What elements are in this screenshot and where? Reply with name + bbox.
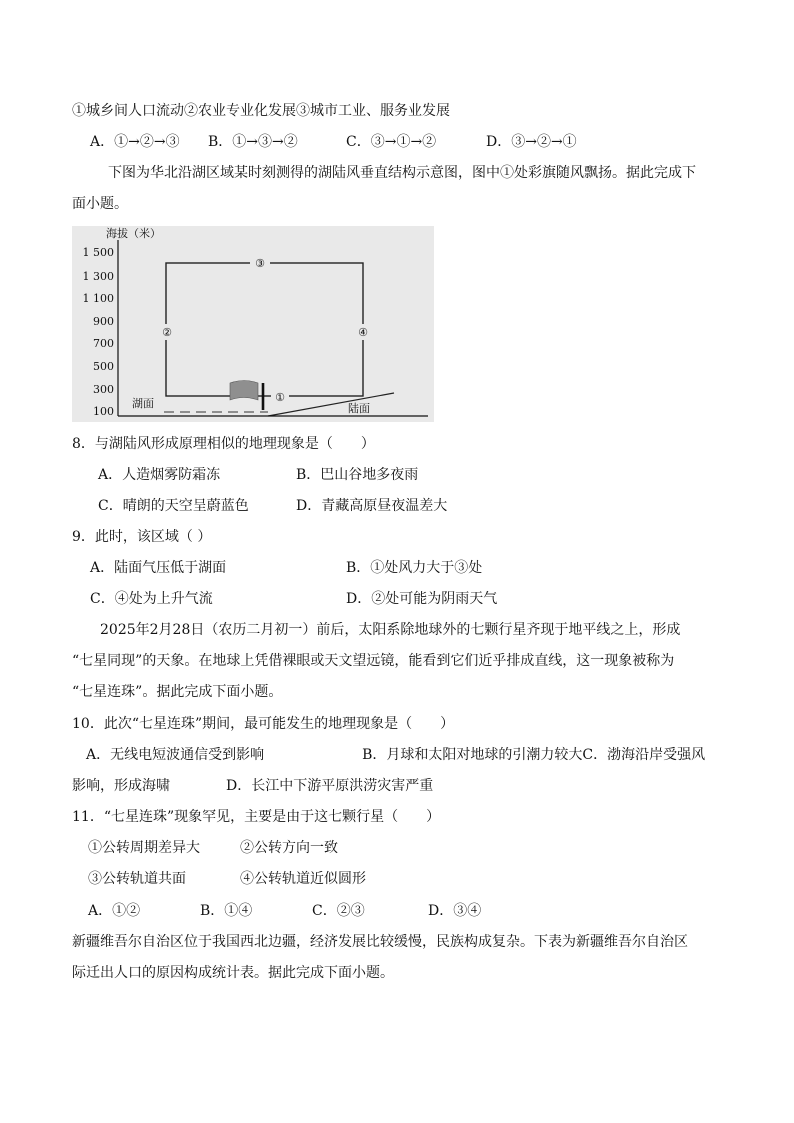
q8-option-d: D．青藏高原昼夜温差大 — [296, 498, 448, 514]
q8-stem: 8．与湖陆风形成原理相似的地理现象是（ ） — [72, 436, 375, 452]
y-tick: 900 — [93, 315, 114, 328]
marker-2: ② — [162, 326, 172, 339]
y-axis-label: 海拔（米） — [106, 227, 161, 240]
q11-item-3: ③公转轨道共面 — [88, 871, 186, 887]
passage2-line1: 2025年2月28日（农历二月初一）前后，太阳系除地球外的七颗行星齐现于地平线之上，形成 — [100, 622, 681, 638]
q11-item-2: ②公转方向一致 — [240, 840, 338, 856]
passage3-line2: 际迁出人口的原因构成统计表。据此完成下面小题。 — [72, 965, 394, 981]
q8-option-a: A．人造烟雾防霜冻 — [98, 467, 221, 483]
q8-option-c: C．晴朗的天空呈蔚蓝色 — [98, 498, 249, 514]
y-tick: 700 — [93, 337, 114, 350]
y-tick: 1 500 — [82, 246, 114, 259]
factor-list: ①城乡间人口流动②农业专业化发展③城市工业、服务业发展 — [72, 103, 450, 119]
q9-option-d: D．②处可能为阴雨天气 — [346, 591, 498, 607]
land-label: 陆面 — [348, 402, 370, 415]
y-tick-labels — [83, 246, 115, 418]
passage3-line1: 新疆维吾尔自治区位于我国西北边疆，经济发展比较缓慢，民族构成复杂。下表为新疆维吾尔自治区 — [72, 934, 688, 950]
q11-item-4: ④公转轨道近似圆形 — [240, 871, 366, 887]
y-tick: 500 — [93, 360, 114, 373]
q11-option-c: C．②③ — [312, 903, 365, 919]
q11-stem: 11．“七星连珠”现象罕见，主要是由于这七颗行星（ ） — [72, 809, 441, 825]
y-tick: 100 — [93, 405, 114, 418]
passage2-line2: “七星同现”的天象。在地球上凭借裸眼或天文望远镜，能看到它们近乎排成直线，这一现象被称为 — [72, 653, 675, 669]
q11-option-b: B．①④ — [200, 903, 253, 919]
intro-option-c: C．③→①→② — [346, 134, 437, 150]
intro-option-d: D．③→②→① — [486, 134, 577, 150]
q9-option-c: C．④处为上升气流 — [90, 591, 213, 607]
passage1-line1: 下图为华北沿湖区域某时刻测得的湖陆风垂直结构示意图，图中①处彩旗随风飘扬。据此完成下 — [108, 165, 696, 181]
flag-icon — [230, 381, 258, 401]
q9-option-a: A．陆面气压低于湖面 — [90, 560, 227, 576]
marker-4: ④ — [358, 326, 368, 339]
marker-1: ① — [275, 391, 285, 404]
passage1-line2: 面小题。 — [72, 196, 128, 212]
q10-options-line1: A．无线电短波通信受到影响 B．月球和太阳对地球的引潮力较大C．渤海沿岸受强风 — [86, 747, 706, 763]
intro-option-a: A．①→②→③ — [90, 134, 180, 150]
intro-option-b: B．①→③→② — [208, 134, 298, 150]
q8-option-b: B．巴山谷地多夜雨 — [296, 467, 419, 483]
lake-label: 湖面 — [132, 397, 154, 410]
circulation-loop — [166, 263, 363, 396]
q9-stem: 9．此时，该区域（ ） — [72, 529, 212, 545]
q10-stem: 10．此次“七星连珠”期间，最可能发生的地理现象是（ ） — [72, 716, 455, 732]
marker-3: ③ — [255, 257, 265, 270]
lake-land-breeze-diagram — [72, 226, 434, 422]
passage2-line3: “七星连珠”。据此完成下面小题。 — [72, 684, 283, 700]
q11-option-d: D．③④ — [428, 903, 482, 919]
q11-option-a: A．①② — [88, 903, 141, 919]
q9-option-b: B．①处风力大于③处 — [346, 560, 483, 576]
q11-item-1: ①公转周期差异大 — [88, 840, 200, 856]
q10-options-line2: 影响，形成海啸 D．长江中下游平原洪涝灾害严重 — [72, 778, 434, 794]
y-tick: 1 100 — [82, 292, 114, 305]
y-tick: 300 — [93, 383, 114, 396]
y-tick: 1 300 — [82, 270, 114, 283]
